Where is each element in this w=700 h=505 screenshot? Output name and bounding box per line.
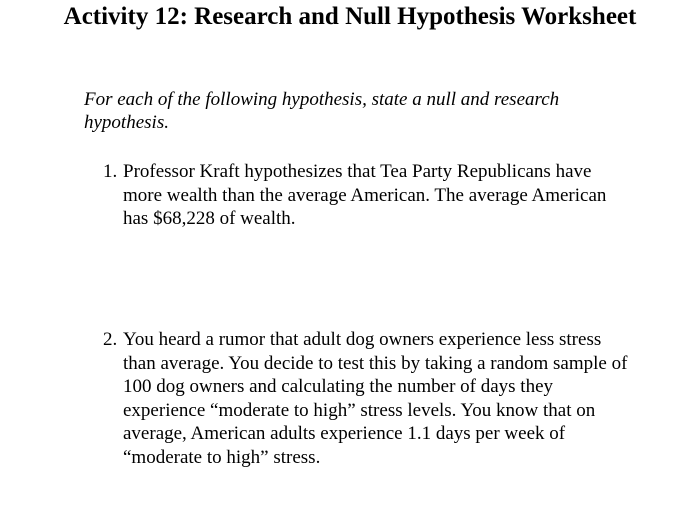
question-2: [103, 328, 633, 469]
worksheet-title: Activity 12: Research and Null Hypothesis Worksheet: [63, 3, 637, 30]
question-text: Professor Kraft hypothesizes that Tea Party Republicans have more wealth than the average American. The average American has $68,228 of wealth.: [123, 161, 607, 229]
question-number: 1.: [103, 161, 118, 182]
instructions-text: For each of the following hypothesis, state a null and research hypothesis.: [84, 89, 560, 133]
question-number: 2.: [103, 329, 118, 350]
question-1: [103, 160, 633, 231]
question-text: You heard a rumor that adult dog owners experience less stress than average. You decide to test this by taking a random sample of 100 dog owners and calculating the number of days they experience “moderate to high” stress levels. You know that on average, American adults experience 1.1 days per week of “moderate to high” stress.: [123, 329, 628, 468]
